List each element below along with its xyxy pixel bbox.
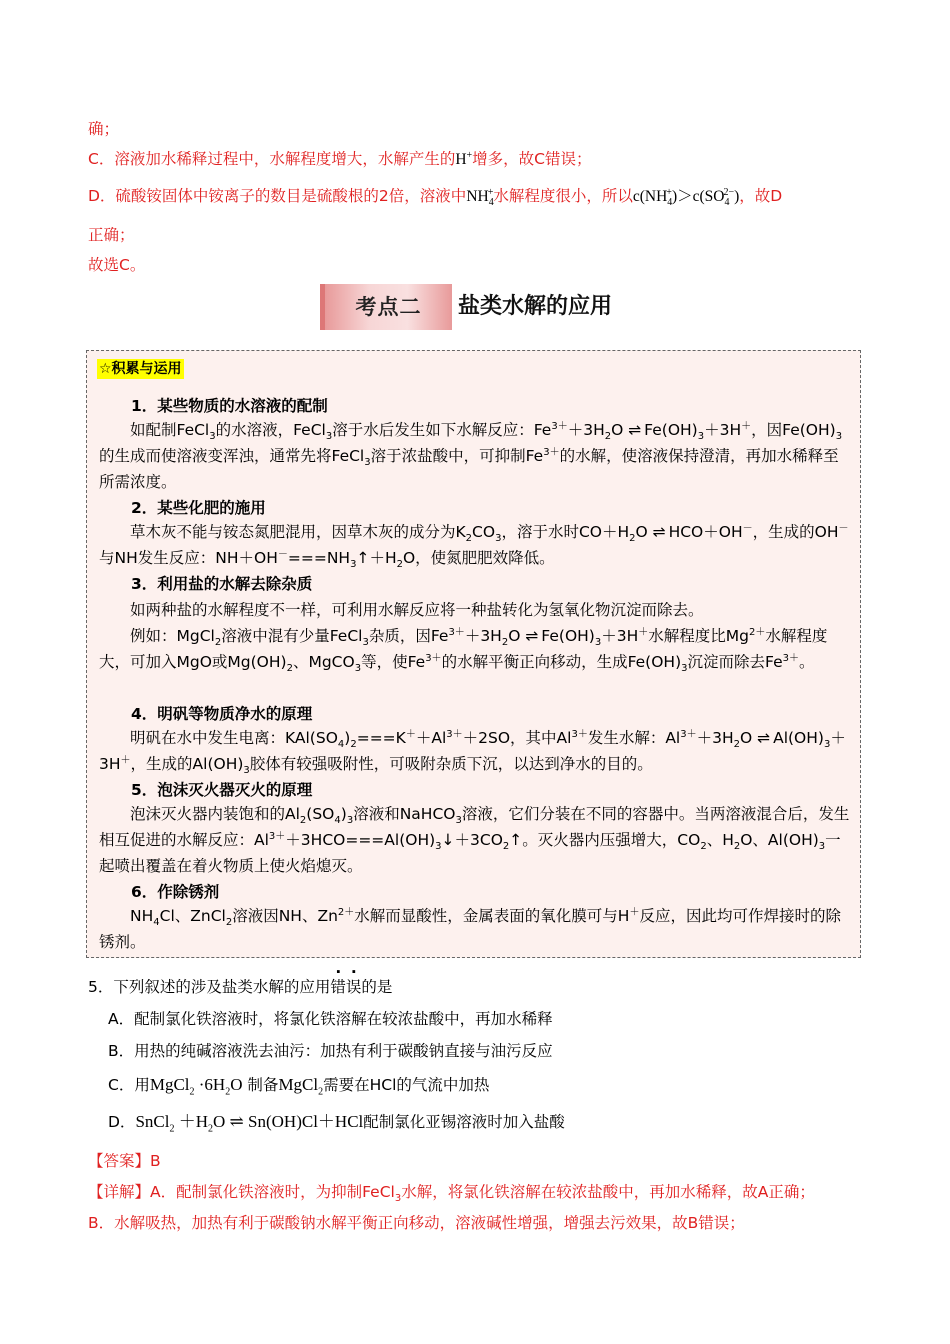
answer: 【答案】B [88,1152,161,1170]
option-d-explanation: D．硫酸铵固体中铵离子的数目是硫酸根的2倍，溶液中$NH_4^+$水解程度很小，所以$c(NH_4^+)>c(SO_4^{2-})$，故D [88,186,783,209]
detail-a: 【详解】A．配制氯化铁溶液时，为抑制FeCl$_3$水解，将氯化铁溶解在较浓盐酸中，再加水稀释，故A正确； [88,1183,815,1205]
detail-b: B．水解吸热，加热有利于碳酸钠水解平衡正向移动，溶液碱性增强，增强去污效果，故B错误； [88,1214,745,1232]
paragraph-text: 如两种盐的水解程度不一样，可利用水解反应将一种盐转化为氢氧化物沉淀而除去。 [130,601,704,619]
text-line: 正确； [88,226,135,244]
paragraph [99,597,851,623]
subheading: 4．明矾等物质净水的原理 [131,705,313,723]
option-a: A．配制氯化铁溶液时，将氯化铁溶解在较浓盐酸中，再加水稀释 [108,1010,553,1028]
paragraph: $NH_4Cl$、ZnCl$_2$溶液因NH、$Zn^{2+}$水解而显酸性，金属表面的氧化膜可与H＋反应，因此均可作焊接时的除锈剂。 [99,906,841,951]
question-stem: 5．下列叙述的涉及盐类水解的应用错误的是 [88,978,393,996]
option-b: B．用热的纯碱溶液洗去油污：加热有利于碳酸钠直接与油污反应 [108,1042,553,1060]
option-c: C．用MgCl$_2$ $\cdot 6H_2O$ 制备MgCl$_2$需要在HCl的气流中加热 [108,1075,490,1098]
paragraph: 明矾在水中发生电离：$KAl(SO_4)_2===K^++Al^{3+}+2SO$，其中$Al^{3+}$发生水解：$Al^{3+}+3H_2O$ ⇌ $Al(OH)_3+3H^+$，生成的$Al(OH)_3$胶体有较强吸附性，可吸附杂质下沉，以达到净水的目的。 [99,728,846,777]
knowledge-box [86,350,861,958]
subheading: 2．某些化肥的施用 [131,499,266,517]
subheading: 6．作除锈剂 [131,883,220,901]
subheading: 3．利用盐的水解去除杂质 [131,575,313,593]
section-banner [320,284,640,330]
subheading: 5．泡沫灭火器灭火的原理 [131,781,313,799]
section-title: 盐类水解的应用 [458,294,613,319]
subheading: 1．某些物质的水溶液的配制 [131,397,328,415]
choice-line: 故选C。 [88,256,146,274]
text-line: 确； [88,120,120,138]
paragraph: 草木灰不能与铵态氮肥混用，因草木灰的成分为$K_2CO_3$，溶于水时$CO+H_2O$ ⇌ HCO＋OH－，生成的OH－与NH发生反应：$NH+OH^-===NH_3↑+H_2O$，使氮肥肥效降低。 [99,522,849,571]
option-c-explanation: C．溶液加水稀释过程中，水解程度增大，水解产生的H+增多，故C错误； [88,149,592,168]
option-d: D．SnCl$_2$ $+H_2O$ ⇌ Sn(OH)Cl＋HCl配制氯化亚锡溶液时加入盐酸 [108,1112,565,1135]
paragraph: 泡沫灭火器内装饱和的$Al_2(SO_4)_3$溶液和NaHCO$_3$溶液，它们分装在不同的容器中。当两溶液混合后，发生相互促进的水解反应：$Al^{3+}+3HCO===Al(OH)_3↓+3CO_2↑$。灭火器内压强增大，$CO_2$、$H_2O$、$Al(OH)_3$一起喷出覆盖在着火物质上使火焰熄灭。 [99,805,850,875]
box-heading: ☆积累与运用 [99,361,182,377]
paragraph: 如配制FeCl$_3$的水溶液，FeCl$_3$溶于水后发生如下水解反应：$Fe^{3+}+3H_2O$ ⇌ $Fe(OH)_3+3H^+$，因$Fe(OH)_3$的生成而使溶液变浑浊，通常先将FeCl$_3$溶于浓盐酸中，可抑制$Fe^{3+}$的水解，使溶液保持澄清，再加水稀释至所需浓度。 [99,420,843,491]
section-tag: 考点二 [320,284,452,330]
paragraph: 例如：MgCl$_2$溶液中混有少量FeCl$_3$杂质，因$Fe^{3+}+3H_2O$ ⇌ $Fe(OH)_3+3H^+$水解程度比$Mg^{2+}$水解程度大，可加入MgO或$Mg(OH)_2$、MgCO$_3$等，使$Fe^{3+}$的水解平衡正向移动，生成$Fe(OH)_3$沉淀而除去$Fe^{3+}$。 [99,626,828,675]
